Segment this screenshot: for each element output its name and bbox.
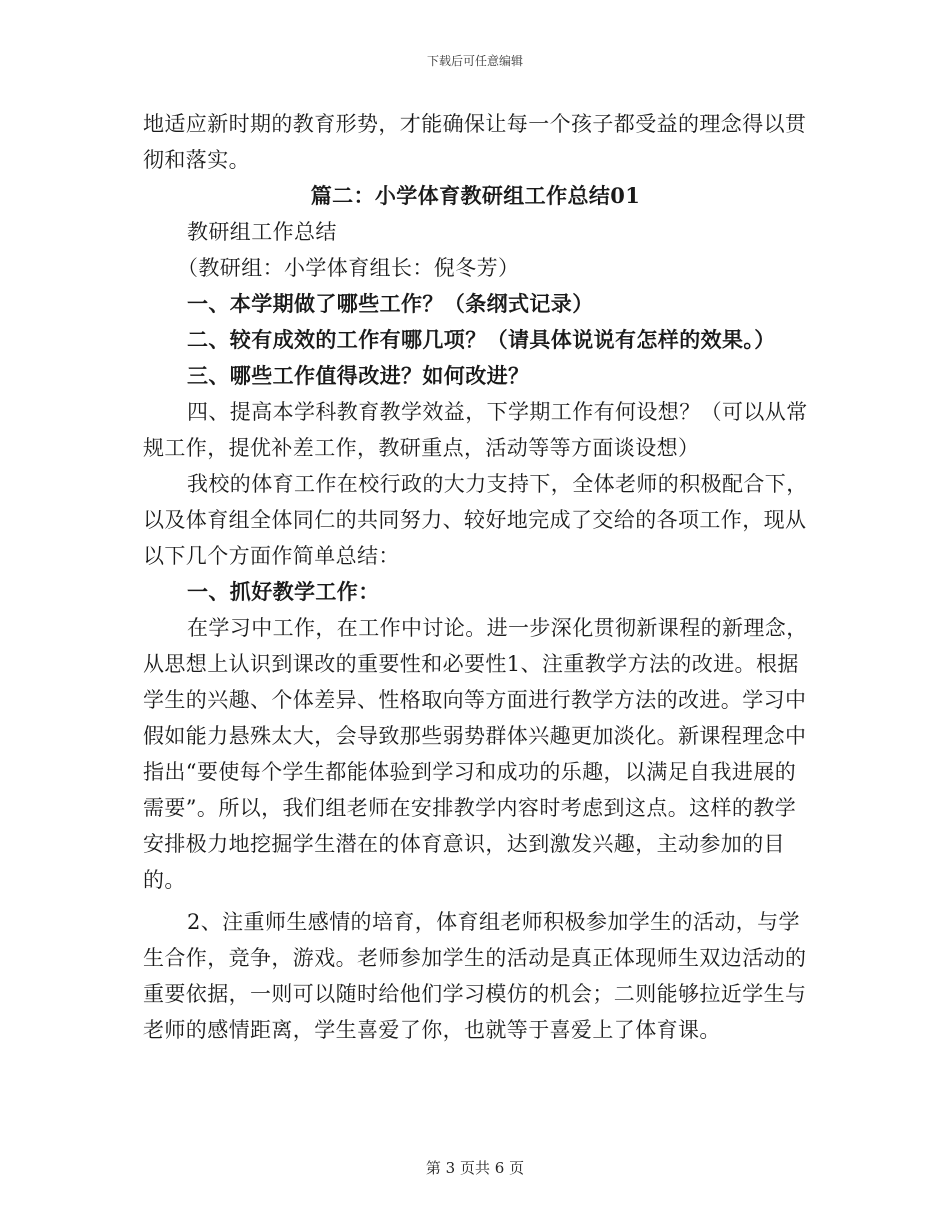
question-1: 一、本学期做了哪些工作？（条纲式记录）: [187, 291, 594, 316]
section-heading-teaching: 一、抓好教学工作：: [187, 579, 380, 604]
sub-title: 教研组工作总结: [187, 220, 337, 244]
group-info: （教研组：小学体育组长：倪冬芳）: [177, 256, 520, 280]
question-4: 四、提高本学科教育教学效益，下学期工作有何设想？（可以从常规工作，提优补差工作，教研重点，活动等等方面谈设想）: [143, 400, 808, 460]
paragraph-continuation: 地适应新时期的教育形势，才能确保让每一个孩子都受益的理念得以贯彻和落实。: [143, 112, 807, 172]
paragraph-teacher-student-bond: 2、注重师生感情的培育，体育组老师积极参加学生的活动，与学生合作，竞争，游戏。老师参加学生的活动是真正体现师生双边活动的重要依据，一则可以随时给他们学习模仿的机会；二则能够拉近学生与老师的感情距离，学生喜爱了你，也就等于喜爱上了体育课。: [143, 910, 807, 1042]
question-2: 二、较有成效的工作有哪几项？（请具体说说有怎样的效果。）: [187, 327, 776, 352]
paragraph-teaching-methods: 在学习中工作，在工作中讨论。进一步深化贯彻新课程的新理念，从思想上认识到课改的重要性和必要性1、注重教学方法的改进。根据学生的兴趣、个体差异、性格取向等方面进行教学方法的改进。学习中假如能力悬殊太大，会导致那些弱势群体兴趣更加淡化。新课程理念中指出“要使每个学生都能体验到学习和成功的乐趣，以满足自我进展的需要”。所以，我们组老师在安排教学内容时考虑到这点。这样的教学安排极力地挖掘学生潜在的体育意识，达到激发兴趣，主动参加的目的。: [143, 616, 808, 892]
section-title: 篇二：小学体育教研组工作总结01: [310, 183, 641, 208]
question-3: 三、哪些工作值得改进？如何改进？: [187, 363, 530, 388]
intro-paragraph: 我校的体育工作在校行政的大力支持下，全体老师的积极配合下，以及体育组全体同仁的共同努力、较好地完成了交给的各项工作，现从以下几个方面作简单总结：: [143, 472, 808, 568]
page-header-note: 下载后可任意编辑: [426, 54, 523, 68]
page-number: 第 3 页共 6 页: [425, 1159, 525, 1177]
document-body: [143, 106, 808, 1048]
